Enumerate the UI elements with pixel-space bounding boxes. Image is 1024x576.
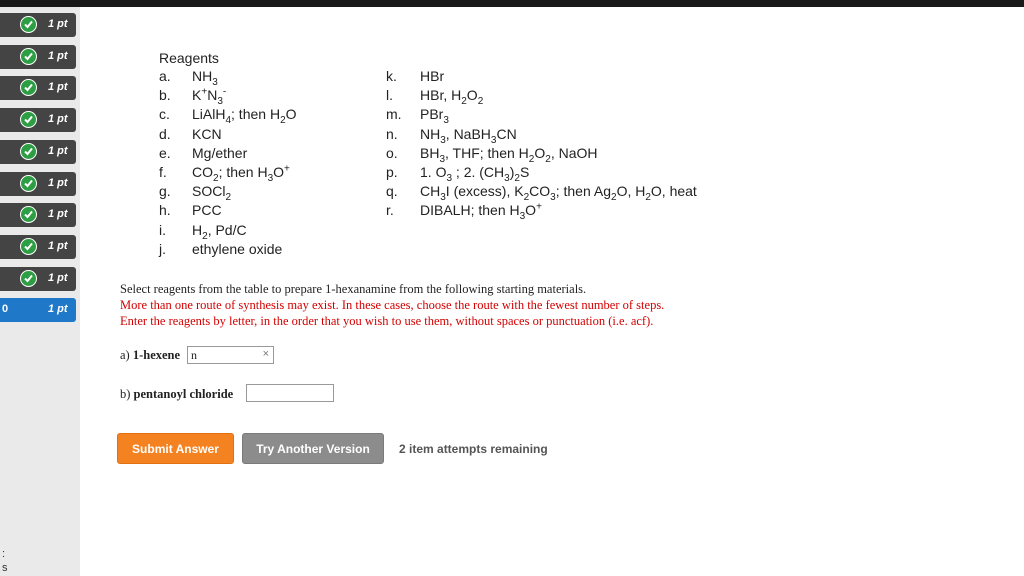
reagent-letter: e. (159, 144, 171, 161)
question-nav-item[interactable] (0, 45, 76, 69)
part-a-label: a) 1-hexene (120, 348, 181, 362)
question-nav-item[interactable] (0, 267, 76, 291)
points-label: 1 pt (48, 144, 68, 157)
sidebar-footer-a: : (2, 548, 6, 560)
checkmark-icon (20, 48, 37, 65)
reagent-text: PBr$_3$ (420, 106, 449, 127)
points-label: 1 pt (48, 271, 68, 284)
reagent-text: $CH_3I$ (excess), $K_2CO_3$; then $Ag_2O$, $H_2O$, heat (420, 183, 697, 203)
reagent-text: $BH_3$, THF; then $H_2O_2$, NaOH (420, 144, 598, 165)
reagent-letter: h. (159, 202, 171, 219)
question-hint-format: Enter the reagents by letter, in the order that you wish to use them, without spaces or punctuation (i.e. acf). (120, 314, 654, 328)
reagent-row (386, 144, 786, 163)
reagent-text: SOCl$_2$ (192, 183, 232, 203)
reagent-text: $H_2$, Pd/C (192, 221, 247, 242)
checkmark-icon (20, 143, 37, 160)
reagent-letter: d. (159, 125, 171, 142)
reagent-text: HBr, $H_2O_2$ (420, 87, 484, 107)
points-label: 1 pt (48, 208, 68, 221)
reagent-row (159, 221, 559, 240)
points-label: 1 pt (48, 18, 68, 30)
checkmark-icon (20, 79, 37, 96)
reagent-text: HBr (420, 68, 445, 84)
reagent-letter: l. (386, 87, 393, 104)
checkmark-icon (20, 270, 37, 287)
top-bar (0, 0, 1024, 7)
reagent-text: Mg/ether (192, 144, 248, 161)
checkmark-icon (20, 238, 37, 255)
question-sidebar (0, 7, 80, 576)
reagent-text: DIBALH; then $H_3O^+$ (420, 201, 542, 223)
reagent-row (386, 105, 786, 127)
points-label: 1 pt (48, 113, 68, 126)
points-label: 1 pt (48, 176, 68, 189)
reagent-text: KCN (192, 125, 222, 142)
reagent-row (386, 86, 786, 105)
reagent-text: $NH_3$, NaBH$_3$CN (420, 125, 517, 146)
reagent-row (386, 182, 786, 201)
reagent-letter: n. (386, 125, 398, 142)
reagent-text: 1. $O_3$ ; 2. $(CH_3)_2S$ (420, 164, 530, 184)
reagent-letter: p. (386, 164, 398, 180)
reagent-letter: b. (159, 87, 171, 104)
attempts-remaining: 2 item attempts remaining (399, 442, 548, 456)
checkmark-icon (20, 111, 37, 128)
part-b-input[interactable] (246, 384, 334, 402)
reagent-row (159, 240, 559, 259)
reagents-title: Reagents (159, 50, 219, 66)
points-label: 1 pt (48, 239, 68, 252)
question-nav-item[interactable] (0, 13, 76, 37)
reagent-text: $NH_3$ (192, 68, 218, 88)
question-nav-item[interactable] (0, 298, 76, 322)
reagent-letter: f. (159, 164, 167, 180)
points-label: 1 pt (48, 303, 68, 316)
reagent-letter: g. (159, 183, 171, 200)
part-b-label: b) pentanoyl chloride (120, 387, 234, 401)
reagent-text: ethylene oxide (192, 240, 283, 257)
part-a-value: n (191, 348, 197, 362)
reagent-text: PCC (192, 202, 222, 219)
reagent-letter: r. (386, 202, 394, 219)
clear-icon[interactable]: × (262, 348, 269, 360)
reagent-row (386, 201, 786, 223)
reagent-letter: i. (159, 221, 166, 238)
reagent-letter: k. (386, 68, 397, 84)
reagent-text: LiAlH$_4$; then $H_2O$ (192, 106, 297, 127)
try-another-version-button[interactable]: Try Another Version (242, 433, 384, 464)
question-nav-item[interactable] (0, 108, 76, 132)
question-instruction: Select reagents from the table to prepare 1-hexanamine from the following starting materials. (120, 282, 587, 296)
question-nav-item[interactable] (0, 172, 76, 196)
checkmark-icon (20, 206, 37, 223)
sidebar-footer-b: s (2, 562, 8, 574)
reagent-letter: a. (159, 68, 171, 84)
reagent-row (386, 125, 786, 144)
reagent-letter: o. (386, 144, 398, 161)
points-label: 1 pt (48, 81, 68, 94)
checkmark-icon (20, 16, 37, 33)
checkmark-icon (20, 175, 37, 192)
submit-answer-button[interactable]: Submit Answer (117, 433, 234, 464)
reagent-row (386, 163, 786, 182)
reagent-letter: j. (159, 240, 166, 257)
question-nav-item[interactable] (0, 76, 76, 100)
part-a-input[interactable] (187, 346, 274, 364)
question-number: 0 (2, 303, 9, 316)
reagent-row (386, 67, 786, 86)
question-nav-item[interactable] (0, 235, 76, 259)
question-nav-item[interactable] (0, 203, 76, 227)
reagent-letter: m. (386, 106, 402, 123)
reagent-letter: q. (386, 183, 398, 200)
reagent-text: $CO_2$; then $H_3O^+$ (192, 163, 290, 184)
question-nav-item[interactable] (0, 140, 76, 164)
reagent-letter: c. (159, 106, 170, 123)
reagent-text: $K^+N_3^-$ (192, 86, 227, 107)
question-hint-route: More than one route of synthesis may exist. In these cases, choose the route with the fewest number of steps. (120, 298, 665, 312)
points-label: 1 pt (48, 49, 68, 62)
